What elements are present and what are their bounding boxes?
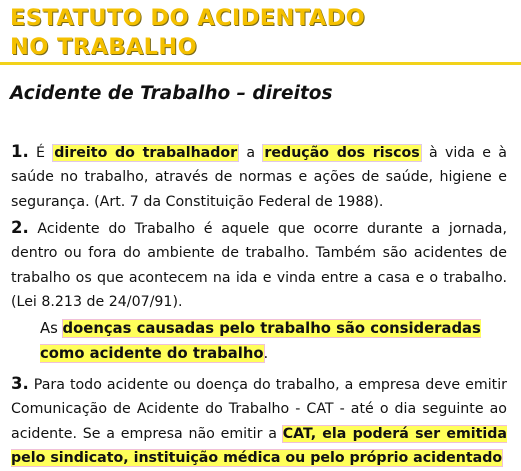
paragraph-1-number: 1. xyxy=(11,142,29,161)
quote-post: . xyxy=(263,345,269,362)
paragraph-1-post: à vida e à saúde no trabalho, através de normas e ações de saúde, higiene e segurança. (Art. 7 da Constituição Federal de 1988). xyxy=(11,145,507,210)
highlight-direito-do-trabalhador: direito do trabalhador xyxy=(54,145,238,161)
title-divider xyxy=(0,62,521,65)
paragraph-3-number: 3. xyxy=(11,374,29,393)
paragraph-2-number: 2. xyxy=(11,218,29,237)
paragraph-2-text: Acidente do Trabalho é aquele que ocorre durante a jornada, dentro ou fora do ambiente de trabalho. Também são acidentes de trabalho os que acontecem na ida e vinda entre a casa e o trabalho. (Lei 8.213 de 24/07/91). xyxy=(11,221,507,311)
quote-pre: As xyxy=(40,320,63,337)
paragraph-1 xyxy=(11,140,507,214)
paragraph-2 xyxy=(11,216,507,315)
paragraph-3 xyxy=(11,372,507,471)
section-subtitle: Acidente de Trabalho – direitos xyxy=(10,83,333,104)
highlighted-quote xyxy=(40,316,510,366)
paragraph-1-pre: É xyxy=(28,145,53,161)
title-line-1: ESTATUTO DO ACIDENTADO xyxy=(10,5,366,31)
paragraph-3-text: Para todo acidente ou doença do trabalho, a empresa deve emitir Comunicação de Acidente do Trabalho - CAT - até o dia seguinte ao acidente. Se a empresa não emitir a xyxy=(11,377,507,442)
highlight-doencas-trabalho: doenças causadas pelo trabalho são consideradas como acidente do trabalho xyxy=(40,320,481,362)
title-line-2: NO TRABALHO xyxy=(10,34,198,60)
highlight-reducao-dos-riscos: redução dos riscos xyxy=(264,145,420,161)
paragraph-1-mid: a xyxy=(239,145,263,161)
document-title xyxy=(10,4,365,62)
highlight-cat-emitida: CAT, ela poderá ser emitida pelo sindicato, instituição médica ou pelo próprio acidentado xyxy=(11,425,507,467)
